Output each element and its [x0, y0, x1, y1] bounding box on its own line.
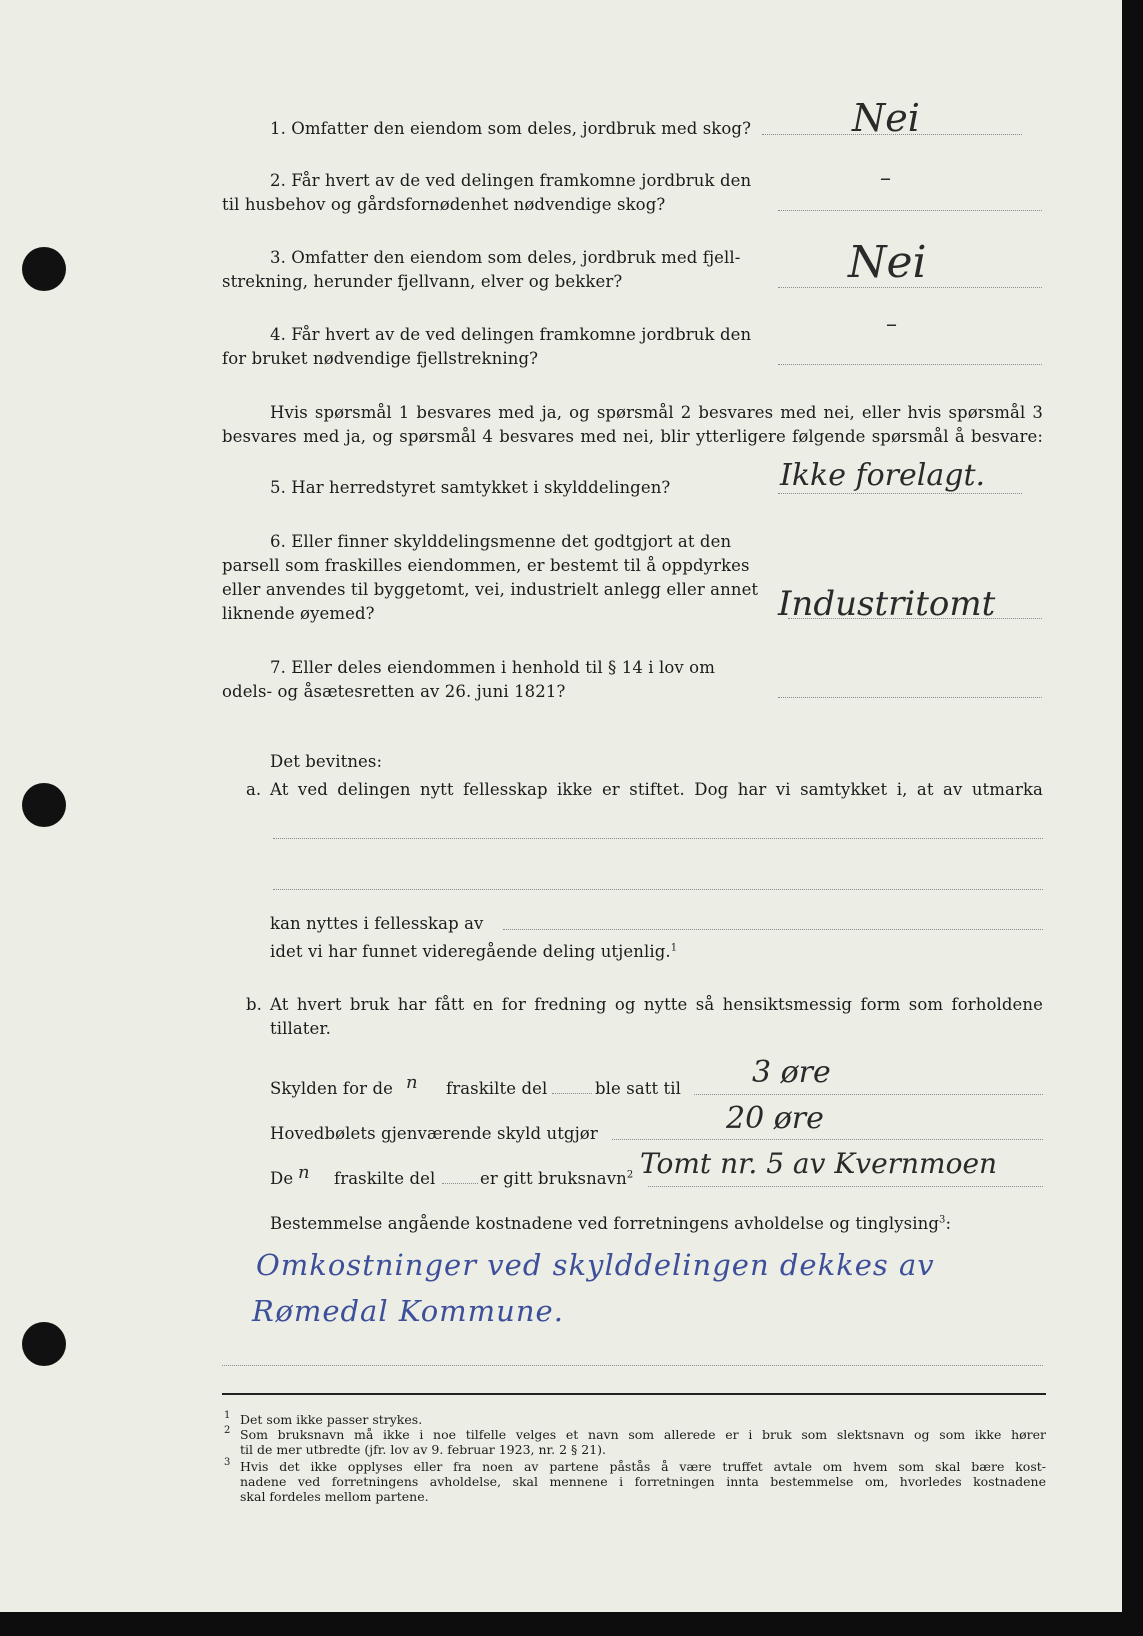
cost-handwritten-line2: Rømedal Kommune. [252, 1294, 564, 1328]
fill-line [442, 1183, 478, 1184]
answer-line [778, 364, 1042, 365]
footnote-2-line2: til de mer utbredte (jfr. lov av 9. februar 1923, nr. 2 § 21). [240, 1442, 606, 1457]
footnote-2-line1: Som bruksnavn må ikke i noe tilfelle velges et navn som allerede er i bruk som slektsnavn og som ikke hører [240, 1427, 1046, 1442]
skyld-line1-a: Skylden for de [270, 1079, 393, 1098]
footnote-3-line1: Hvis det ikke opplyses eller fra noen av partene påstås å være truffet avtale om hvem som skal bære kost- [240, 1459, 1046, 1474]
skyld-line1-correction: n [406, 1072, 418, 1093]
question-7-line1: 7. Eller deles eiendommen i henhold til § 14 i lov om [270, 658, 715, 677]
question-6-line2: parsell som fraskilles eiendommen, er bestemt til å oppdyrkes [222, 556, 750, 575]
skyld-line4: Bestemmelse angående kostnadene ved forretningens avholdelse og tinglysing$^3$: [270, 1214, 952, 1233]
footnote-3-number: 3 [224, 1457, 231, 1468]
fill-line [273, 889, 1043, 890]
attest-b-line1: At hvert bruk har fått en for fredning og nytte så hensiktsmessig form som forholdene [270, 995, 1043, 1014]
skyld-line1-b: fraskilte del [446, 1079, 548, 1098]
conditional-intro-line2: besvares med ja, og spørsmål 4 besvares med nei, blir ytterligere følgende spørsmål å besvare: [222, 427, 1043, 446]
attest-heading: Det bevitnes: [270, 752, 383, 771]
question-4-line2: for bruket nødvendige fjellstrekning? [222, 349, 539, 368]
footnote-3-line2: nadene ved forretningens avholdelse, skal mennene i forretningen innta bestemmelse om, hvorledes kostnadene [240, 1474, 1046, 1489]
answer-line [612, 1139, 1043, 1140]
skyld-line2-answer: 20 øre [726, 1101, 824, 1136]
attest-a-label: a. [246, 780, 262, 799]
skyld-line3-correction: n [298, 1162, 310, 1183]
answer-line [648, 1186, 1043, 1187]
fill-line [222, 1365, 1043, 1366]
question-6-line3: eller anvendes til byggetomt, vei, industrielt anlegg eller annet [222, 580, 759, 599]
attest-a-line3: kan nyttes i fellesskap av [270, 914, 484, 933]
footnote-3-line3: skal fordeles mellom partene. [240, 1489, 429, 1504]
question-2-answer: – [880, 166, 891, 191]
question-6-answer: Industritomt [778, 584, 996, 624]
skyld-line3-a: De [270, 1169, 294, 1188]
fill-line [273, 838, 1043, 839]
question-7-line2: odels- og åsætesretten av 26. juni 1821? [222, 682, 566, 701]
question-3-line2: strekning, herunder fjellvann, elver og bekker? [222, 272, 623, 291]
question-3-answer: Nei [848, 237, 927, 288]
skyld-line2: Hovedbølets gjenværende skyld utgjør [270, 1124, 598, 1143]
footnote-2-number: 2 [224, 1425, 231, 1436]
skyld-line1-c: ble satt til [595, 1079, 682, 1098]
question-6-line4: liknende øyemed? [222, 604, 375, 623]
punch-hole [22, 783, 66, 827]
skyld-line3-c: er gitt bruksnavn$^2$ [480, 1169, 634, 1188]
answer-line [778, 210, 1042, 211]
skyld-line3-b: fraskilte del [334, 1169, 436, 1188]
attest-a-text: At ved delingen nytt fellesskap ikke er stiftet. Dog har vi samtykket i, at av utmarka [270, 780, 1043, 799]
attest-b-line2: tillater. [270, 1019, 331, 1038]
punch-hole [22, 247, 66, 291]
footnote-rule [222, 1393, 1046, 1395]
question-5: 5. Har herredstyret samtykket i skylddelingen? [270, 478, 671, 497]
question-4-line1: 4. Får hvert av de ved delingen framkomne jordbruk den [270, 325, 752, 344]
footnote-1-number: 1 [224, 1410, 231, 1421]
answer-line [694, 1094, 1043, 1095]
question-4-answer: – [886, 312, 897, 337]
skyld-line3-answer: Tomt nr. 5 av Kvernmoen [640, 1147, 998, 1180]
question-5-answer: Ikke forelagt. [780, 458, 986, 493]
conditional-intro-line1: Hvis spørsmål 1 besvares med ja, og spørsmål 2 besvares med nei, eller hvis spørsmål 3 [270, 403, 1043, 422]
attest-a-line4: idet vi har funnet videregående deling utjenlig.$^1$ [270, 942, 678, 961]
question-1-answer: Nei [852, 96, 920, 140]
punch-hole [22, 1322, 66, 1366]
footnote-1: Det som ikke passer strykes. [240, 1412, 423, 1427]
cost-handwritten-line1: Omkostninger ved skylddelingen dekkes av [256, 1248, 935, 1282]
fill-line [552, 1093, 592, 1094]
question-6-line1: 6. Eller finner skylddelingsmenne det godtgjort at den [270, 532, 732, 551]
answer-line [778, 493, 1022, 494]
question-2-line2: til husbehov og gårdsfornødenhet nødvendige skog? [222, 195, 666, 214]
question-1: 1. Omfatter den eiendom som deles, jordbruk med skog? [270, 119, 752, 138]
fill-line [503, 929, 1043, 930]
answer-line [778, 697, 1042, 698]
question-2-line1: 2. Får hvert av de ved delingen framkomne jordbruk den [270, 171, 752, 190]
attest-b-label: b. [246, 995, 263, 1014]
question-3-line1: 3. Omfatter den eiendom som deles, jordbruk med fjell- [270, 248, 741, 267]
skyld-line1-answer: 3 øre [752, 1055, 831, 1090]
